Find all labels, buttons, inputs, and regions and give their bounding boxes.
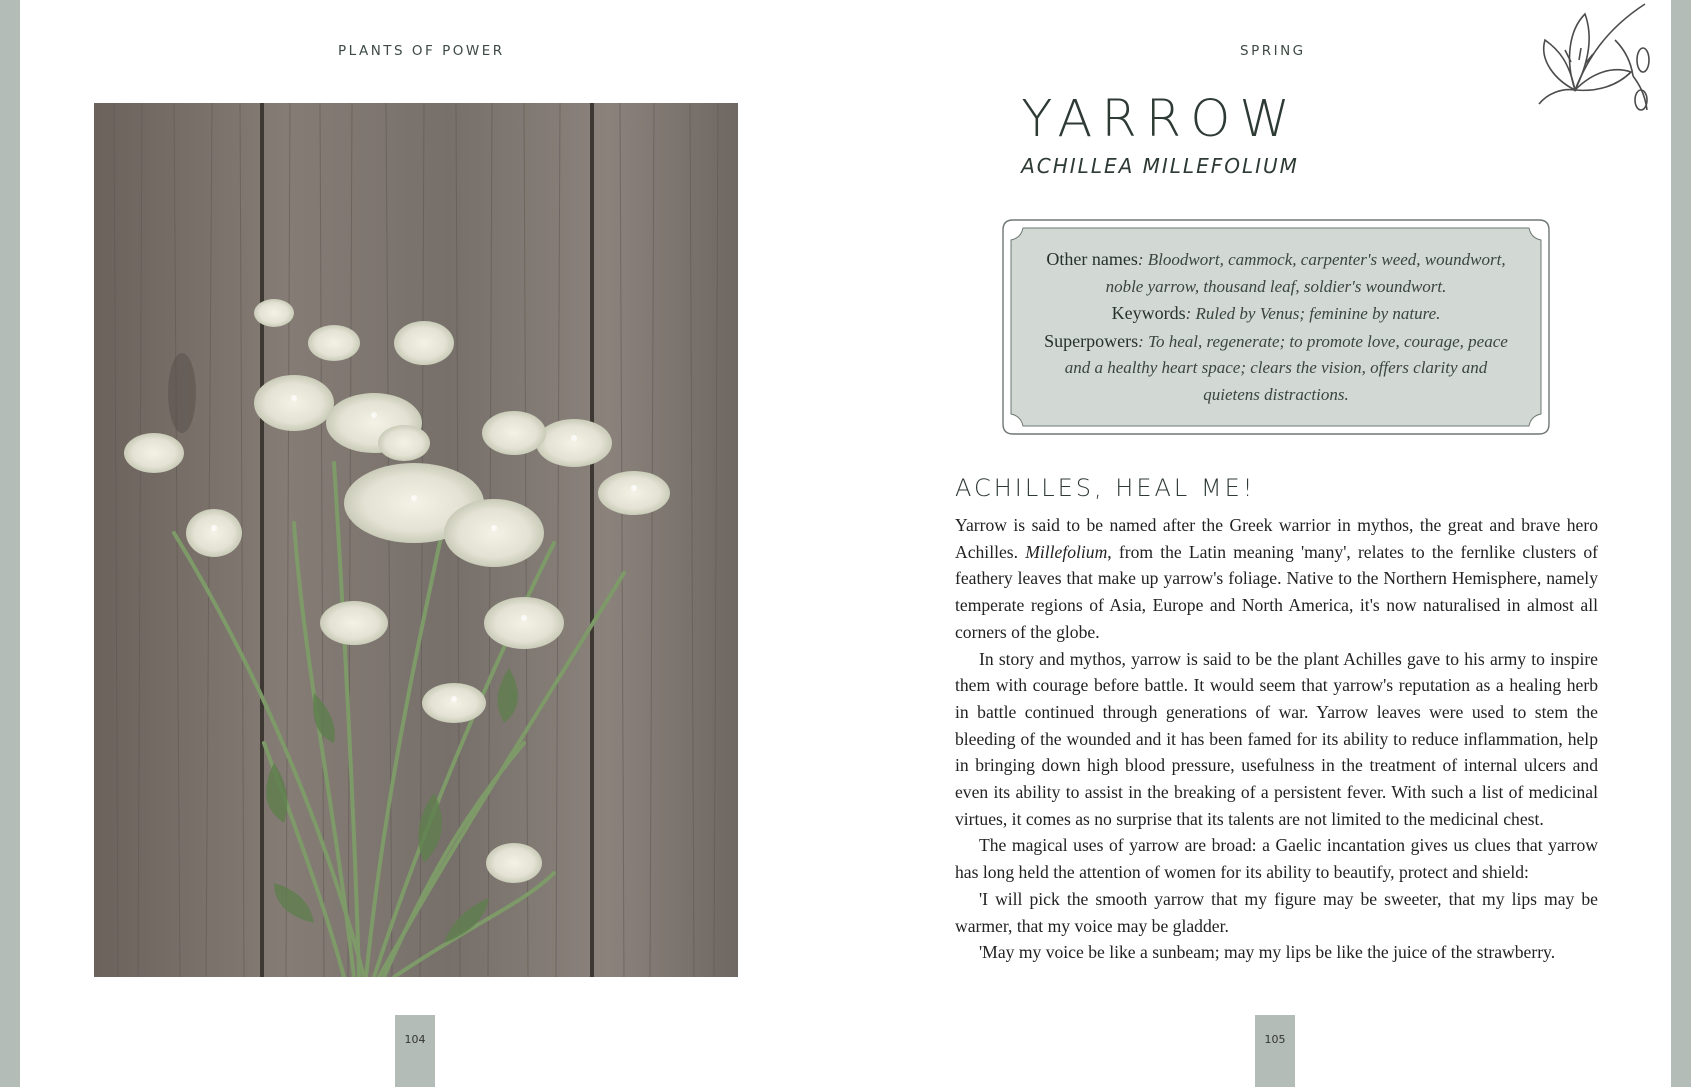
section-heading: ACHILLES, HEAL ME! (955, 474, 1256, 502)
latin-name: ACHILLEA MILLEFOLIUM (1021, 154, 1299, 178)
superpowers-label: Superpowers (1044, 330, 1139, 351)
book-spread (20, 0, 1671, 1087)
paragraph-3: The magical uses of yarrow are broad: a Gaelic incantation gives us clues that yarrow has long held the attention of women for its ability to beautify, protect and shield: (955, 835, 1598, 883)
yarrow-photo (94, 103, 738, 977)
info-box (999, 216, 1553, 438)
paragraph-5: 'May my voice be like a sunbeam; may my lips be like the juice of the strawberry. (979, 942, 1556, 963)
keywords-label: Keywords (1111, 303, 1186, 324)
page-title: YARROW (1021, 90, 1299, 149)
paragraph-1 (955, 512, 1598, 646)
info-box-text (1043, 246, 1509, 409)
superpowers-text: : To heal, regenerate; to promote love, courage, peace and a healthy heart space; clears the vision, offers clarity and quietens distractions. (1064, 331, 1508, 404)
paragraph-1-end: , from the Latin meaning 'many', relates to the fernlike clusters of feathery leaves that make up yarrow's foliage. Native to the Northern Hemisphere, namely temperate regions of Asia, Europe and North America, it's now naturalised in almost all corners of the globe. (955, 541, 1598, 642)
other-names-label: Other names (1046, 249, 1138, 269)
right-page-number: 105 (1255, 1015, 1295, 1087)
body-text (955, 512, 1598, 966)
right-running-head: SPRING (1240, 43, 1306, 59)
other-names-text: : Bloodwort, cammock, carpenter's weed, woundwort, noble yarrow, thousand leaf, soldier's woundwort. (1105, 250, 1506, 296)
left-running-head: PLANTS OF POWER (338, 43, 505, 59)
paragraph-1-start: Yarrow is said to be named after the Greek warrior in mythos, the great and brave hero Achilles. (955, 515, 1598, 562)
lily-line-drawing-icon (1535, 0, 1651, 118)
paragraph-4: 'I will pick the smooth yarrow that my figure may be sweeter, that my lips may be warmer, that my voice may be gladder. (955, 888, 1598, 936)
paragraph-2: In story and mythos, yarrow is said to be the plant Achilles gave to his army to inspire them with courage before battle. It would seem that yarrow's reputation as a healing herb in battle continued through generations of war. Yarrow leaves were used to stem the bleeding of the wounded and it has been famed for its ability to reduce inflammation, help in bringing down high blood pressure, usefulness in the treatment of internal ulcers and even its ability to assist in the breaking of a persistent fever. With such a list of medicinal virtues, it comes as no surprise that its talents are not limited to the medicinal chest. (955, 648, 1598, 829)
keywords-text: : Ruled by Venus; feminine by nature. (1185, 304, 1441, 324)
left-page-number: 104 (395, 1015, 435, 1087)
paragraph-1-emphasis: Millefolium (1025, 541, 1108, 562)
